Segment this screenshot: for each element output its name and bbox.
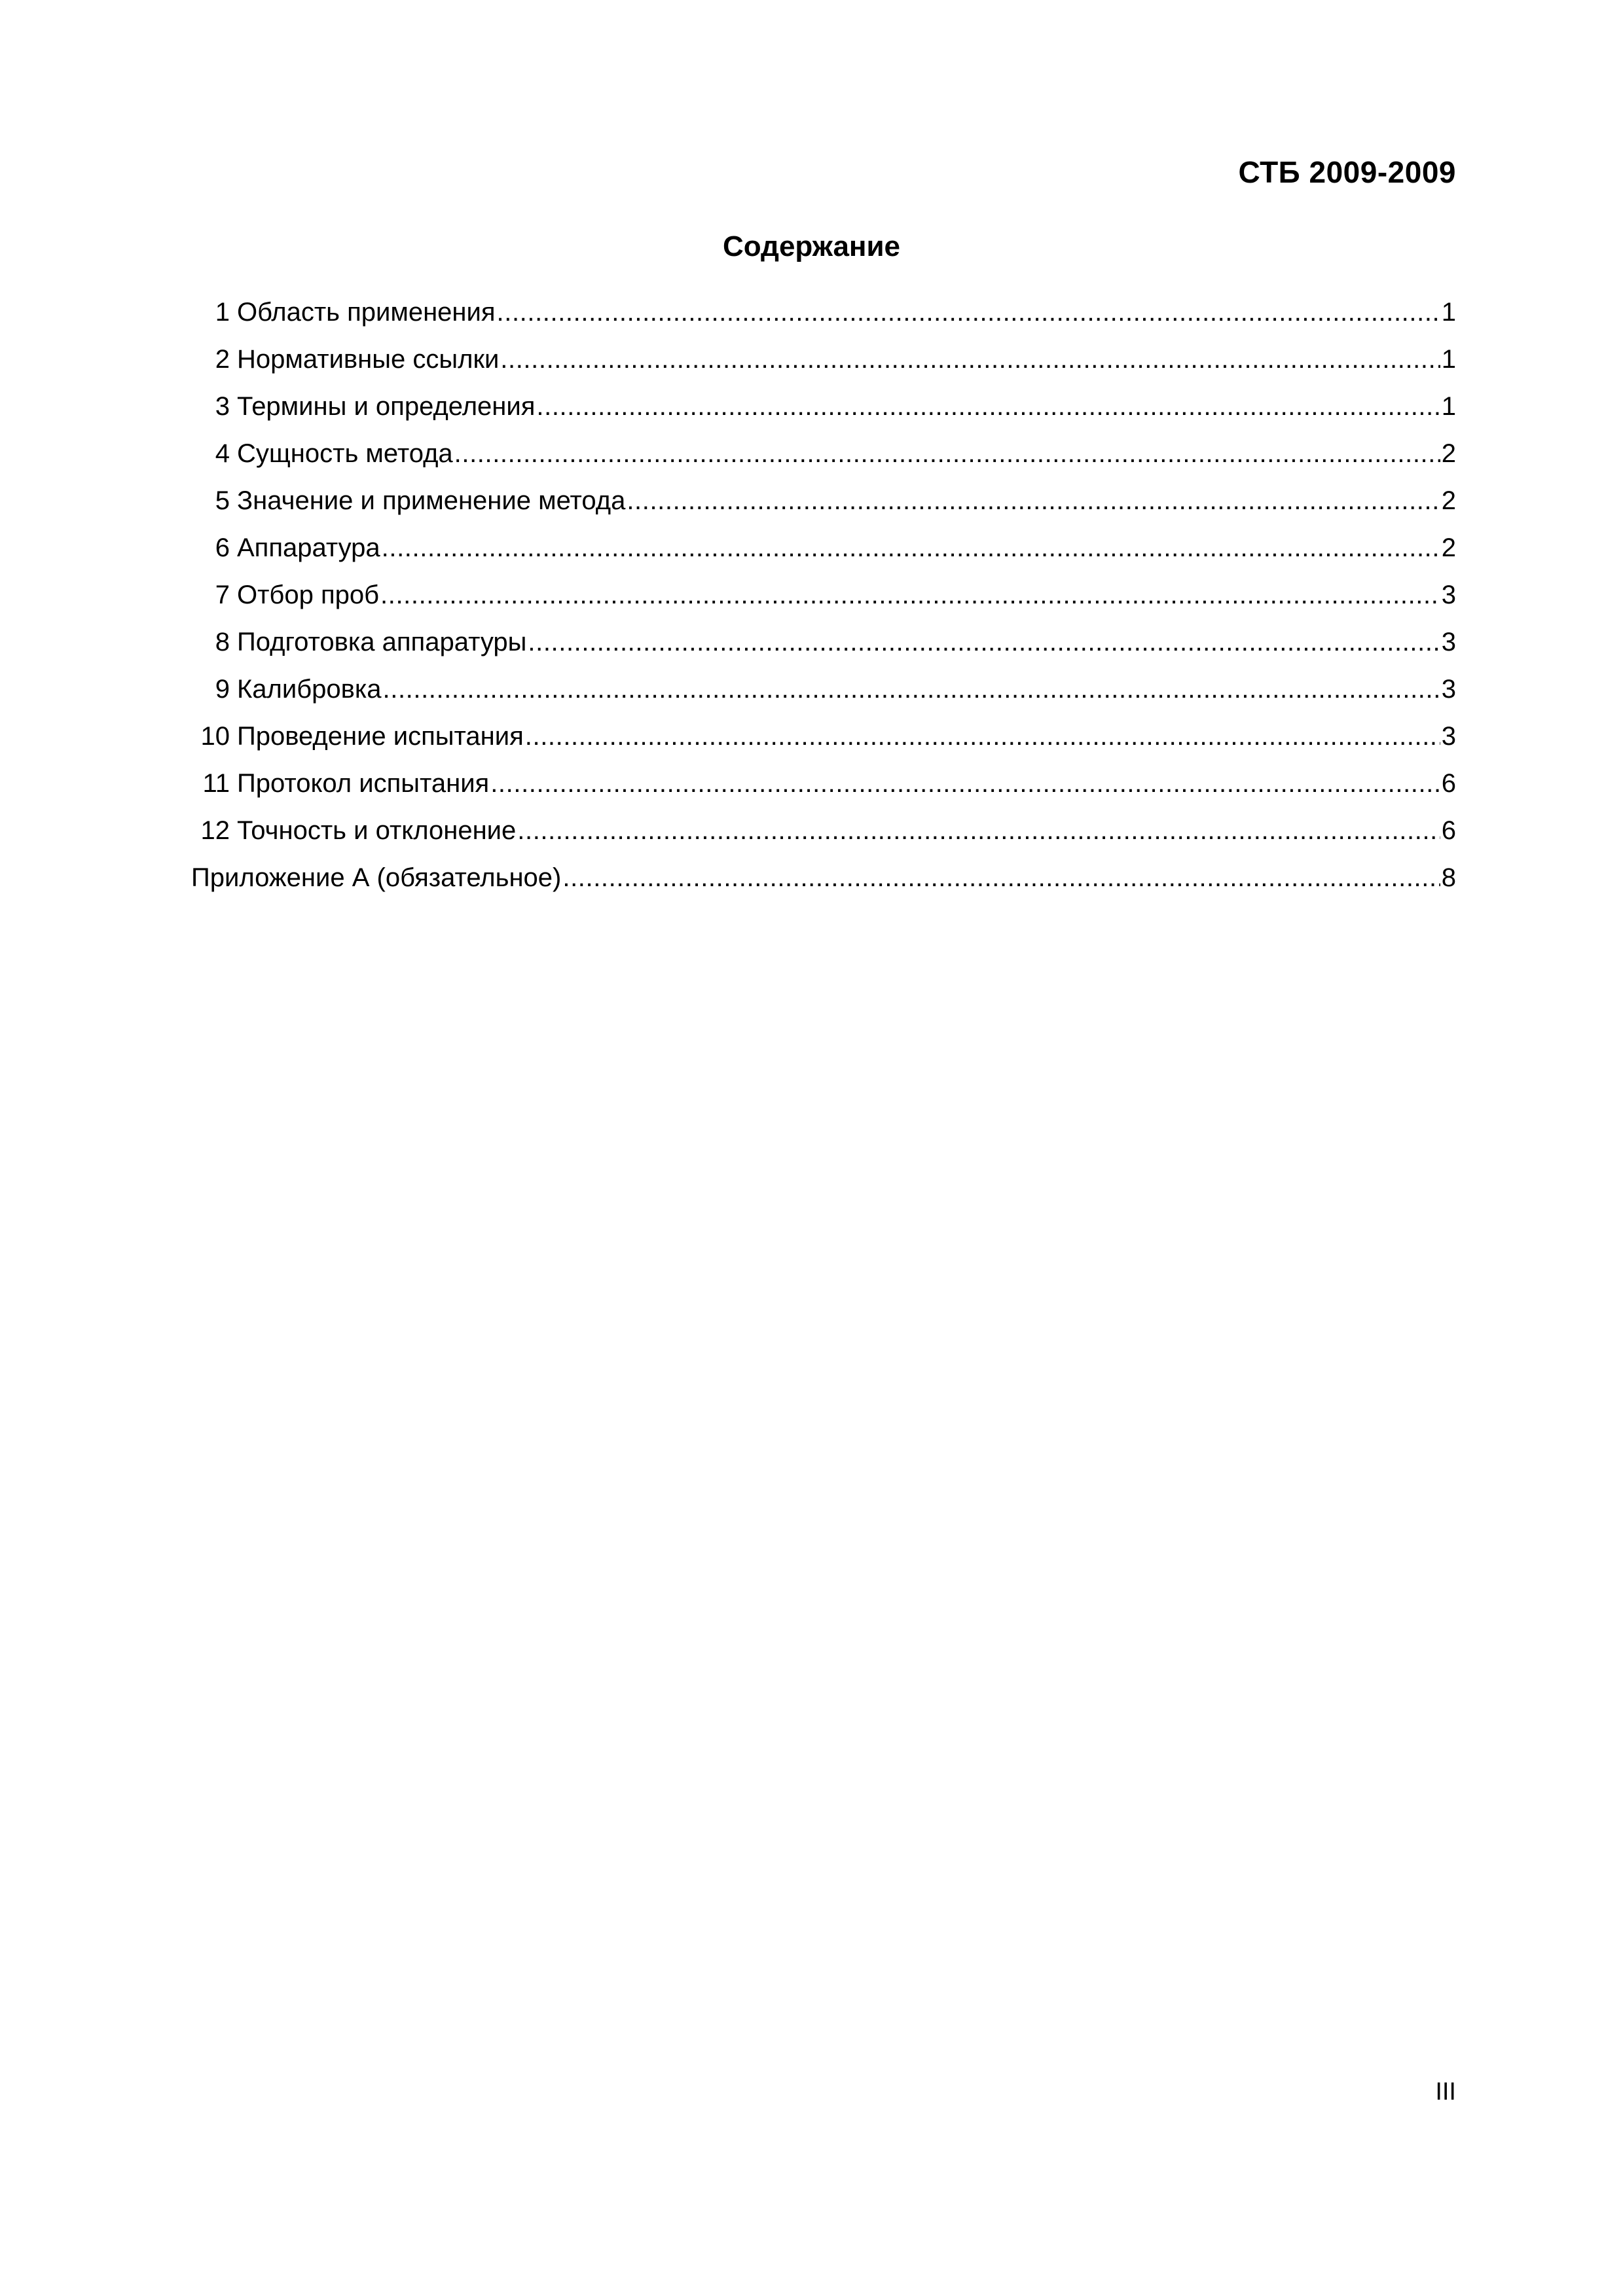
toc-entry-method-significance[interactable] xyxy=(191,484,1456,531)
toc-entry-label: Точность и отклонение xyxy=(237,816,517,845)
toc-entry-page: 8 xyxy=(1441,863,1456,892)
toc-entry-page: 2 xyxy=(1441,486,1456,515)
toc-entry-page: 2 xyxy=(1441,439,1456,468)
toc-entry-number: 3 xyxy=(215,392,230,421)
toc-entry-page: 3 xyxy=(1441,581,1456,609)
toc-entry-number: 4 xyxy=(215,439,230,468)
toc-dot-leader xyxy=(525,719,1440,753)
toc-dot-leader xyxy=(627,484,1440,518)
toc-entry-number: 2 xyxy=(215,345,230,374)
toc-entry-page: 6 xyxy=(1441,769,1456,798)
toc-entry-precision-bias[interactable] xyxy=(191,814,1456,861)
toc-dot-leader xyxy=(382,531,1440,565)
toc-entry-number: 5 xyxy=(215,486,230,515)
toc-dot-leader xyxy=(500,342,1440,376)
toc-entry-page: 3 xyxy=(1441,628,1456,656)
toc-entry-sampling[interactable] xyxy=(191,578,1456,625)
toc-entry-number: 6 xyxy=(215,533,230,562)
toc-title: Содержание xyxy=(722,230,901,262)
toc-dot-leader xyxy=(454,437,1440,471)
toc-entry-method-essence[interactable] xyxy=(191,437,1456,484)
toc-entry-number: 11 xyxy=(202,769,230,798)
toc-entry-page: 1 xyxy=(1441,298,1456,327)
toc-entry-apparatus[interactable] xyxy=(191,531,1456,578)
toc-entry-label: Значение и применение метода xyxy=(237,486,626,515)
toc-entry-page: 6 xyxy=(1441,816,1456,845)
toc-entry-label: Проведение испытания xyxy=(237,722,524,751)
toc-entry-terms-definitions[interactable] xyxy=(191,389,1456,437)
toc-entry-label: Сущность метода xyxy=(237,439,453,468)
toc-entry-apparatus-preparation[interactable] xyxy=(191,625,1456,672)
toc-entry-label: Область применения xyxy=(237,298,496,327)
toc-entry-label: Отбор проб xyxy=(237,581,380,609)
toc-entry-calibration[interactable] xyxy=(191,672,1456,719)
page-number: III xyxy=(1435,2078,1456,2106)
toc-dot-leader xyxy=(517,814,1440,848)
toc-entry-scope[interactable] xyxy=(191,295,1456,342)
toc-dot-leader xyxy=(528,625,1440,659)
toc-entry-page: 2 xyxy=(1441,533,1456,562)
toc-dot-leader xyxy=(497,295,1440,329)
toc-entry-label: Термины и определения xyxy=(237,392,536,421)
toc-entry-number: 8 xyxy=(215,628,230,656)
toc-entry-number: 7 xyxy=(215,581,230,609)
toc-entry-page: 3 xyxy=(1441,675,1456,704)
toc-entry-appendix-a[interactable] xyxy=(191,861,1456,908)
toc-entry-page: 3 xyxy=(1441,722,1456,751)
toc-entry-label: Калибровка xyxy=(237,675,382,704)
document-code: СТБ 2009-2009 xyxy=(1238,155,1456,189)
toc-entry-number: 9 xyxy=(215,675,230,704)
toc-dot-leader xyxy=(490,766,1440,800)
toc-entry-page: 1 xyxy=(1441,392,1456,421)
toc-dot-leader xyxy=(380,578,1440,612)
table-of-contents xyxy=(191,295,1456,908)
toc-dot-leader xyxy=(383,672,1440,706)
toc-entry-number: 12 xyxy=(200,816,230,845)
toc-entry-number: 10 xyxy=(200,722,230,751)
toc-entry-label: Нормативные ссылки xyxy=(237,345,500,374)
toc-entry-number: 1 xyxy=(215,298,230,327)
toc-entry-label: Приложение А (обязательное) xyxy=(191,863,562,892)
toc-entry-test-procedure[interactable] xyxy=(191,719,1456,766)
toc-entry-normative-references[interactable] xyxy=(191,342,1456,389)
toc-entry-page: 1 xyxy=(1441,345,1456,374)
toc-dot-leader xyxy=(562,861,1440,895)
toc-entry-label: Подготовка аппаратуры xyxy=(237,628,527,656)
toc-entry-test-report[interactable] xyxy=(191,766,1456,814)
toc-entry-label: Аппаратура xyxy=(237,533,380,562)
toc-dot-leader xyxy=(536,389,1440,423)
toc-entry-label: Протокол испытания xyxy=(237,769,490,798)
